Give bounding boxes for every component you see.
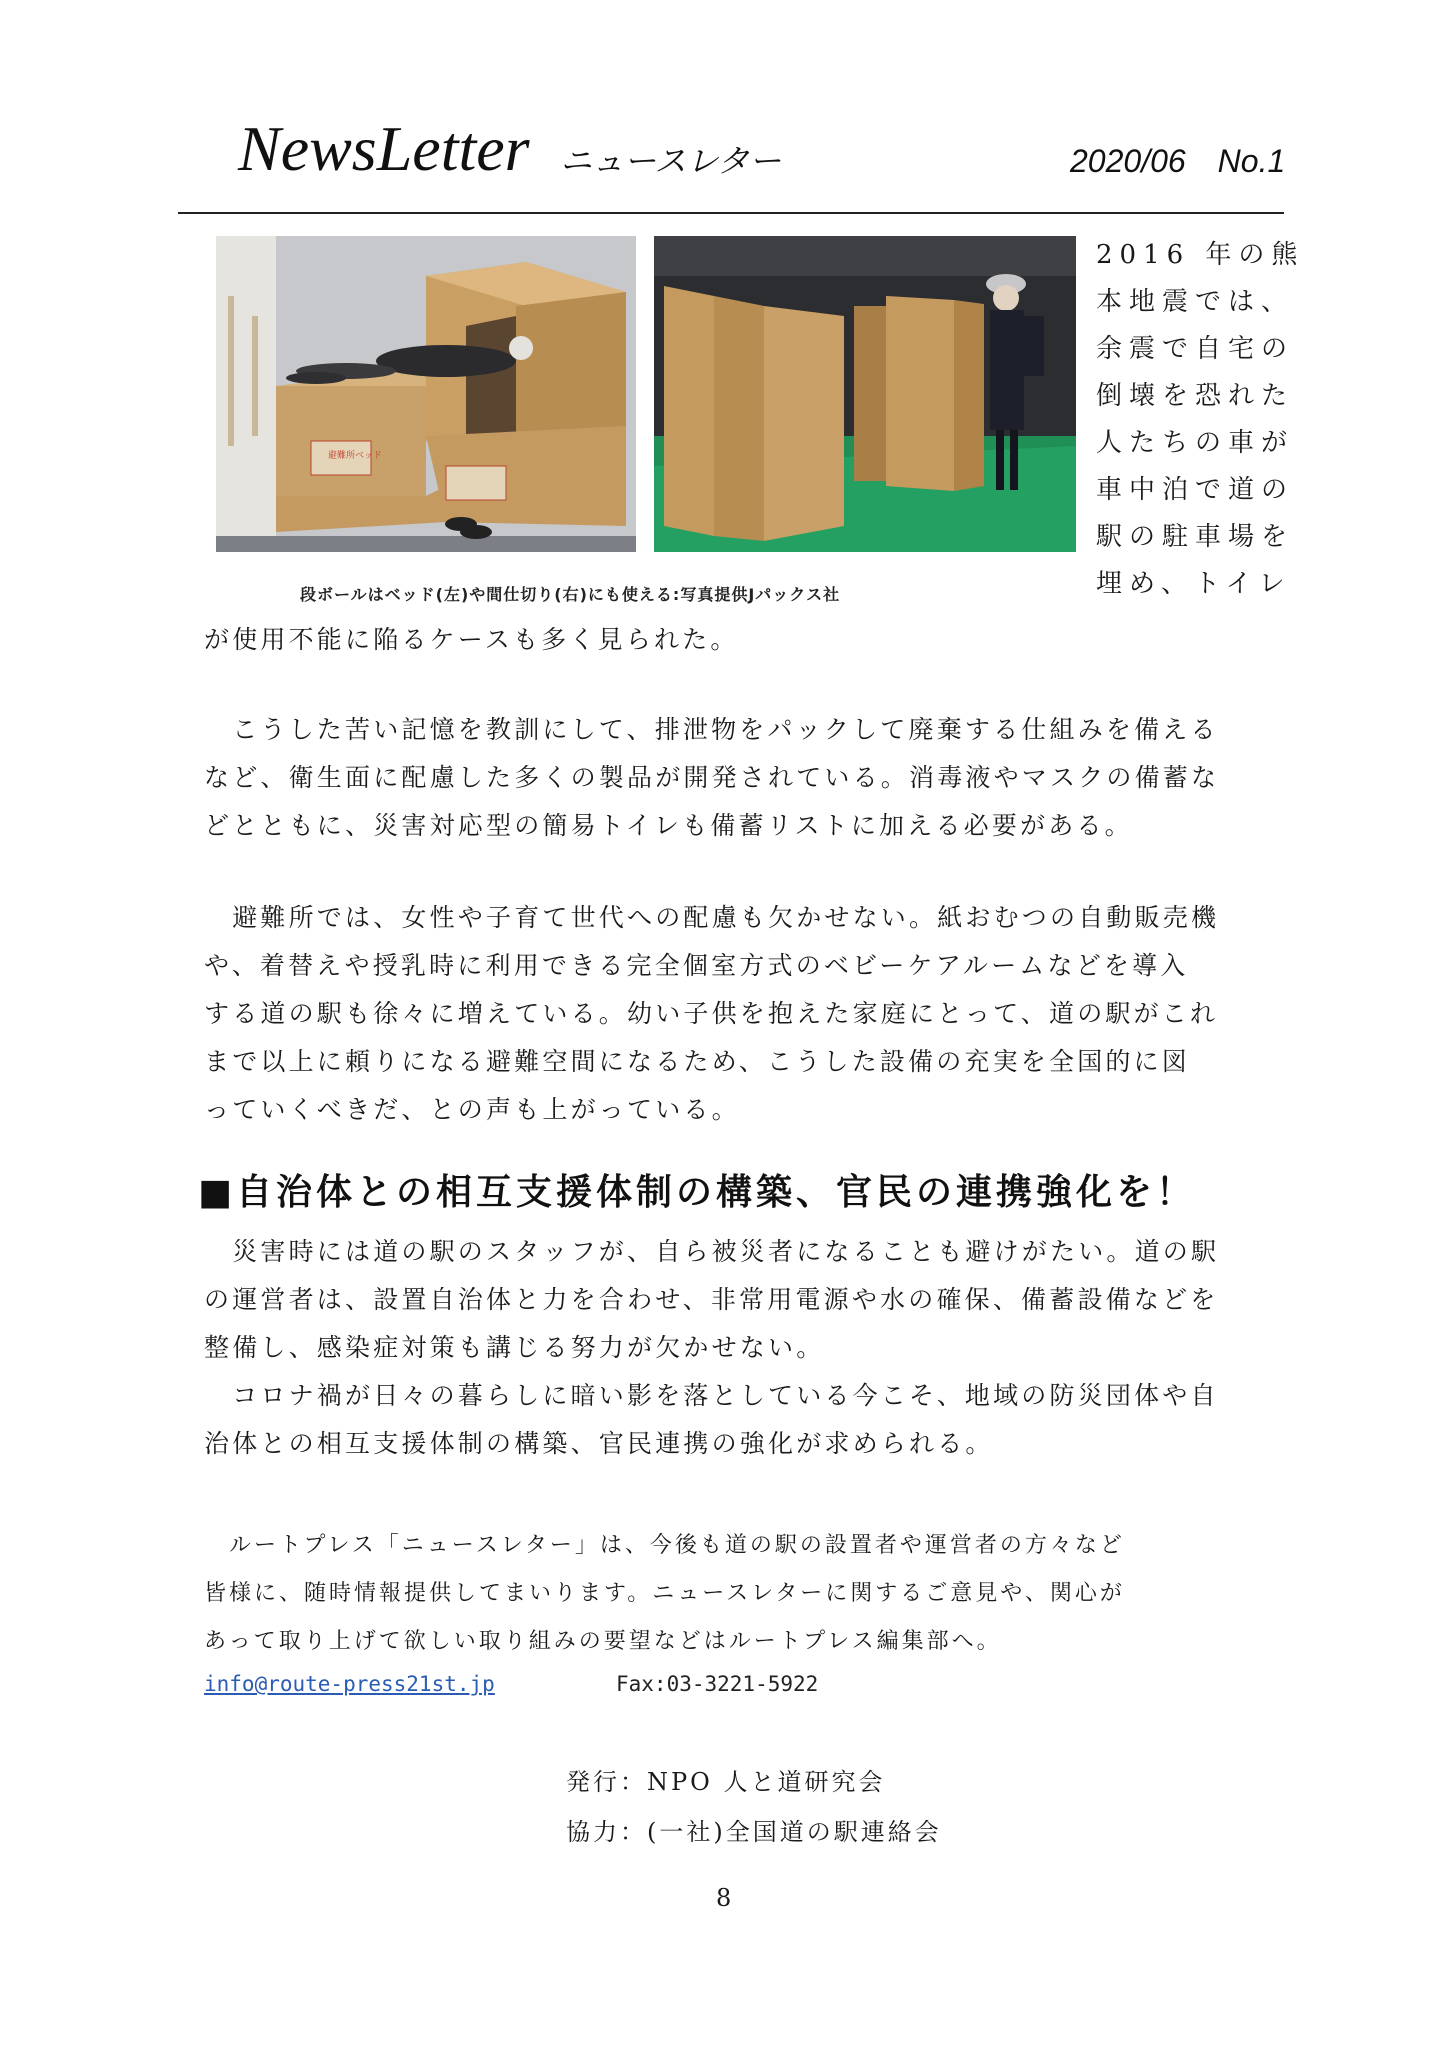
paragraph-line: こうした苦い記憶を教訓にして、排泄物をパックして廃棄する仕組みを備える xyxy=(204,715,1219,744)
intro-line: 本地震では、 xyxy=(1096,287,1295,317)
contact-email-link[interactable]: info@route-press21st.jp xyxy=(204,1672,495,1696)
paragraph-line: 整備し、感染症対策も講じる努力が欠かせない。 xyxy=(204,1333,825,1362)
paragraph-line: 災害時には道の駅のスタッフが、自ら被災者になることも避けがたい。道の駅 xyxy=(204,1237,1220,1266)
newsletter-title: NewsLetter xyxy=(238,113,530,184)
paragraph-line: どとともに、災害対応型の簡易トイレも備蓄リストに加える必要がある。 xyxy=(204,811,1133,840)
paragraph-toilets xyxy=(204,706,1290,850)
contact-fax: Fax:03-3221-5922 xyxy=(616,1672,819,1696)
cardboard-bed-photo xyxy=(216,236,636,552)
intro-line: 余震で自宅の xyxy=(1096,334,1295,364)
cardboard-bed-illustration xyxy=(216,236,636,552)
publisher-credit: 発行：NPO 人と道研究会 xyxy=(566,1768,886,1796)
intro-line: 駅の駐車場を xyxy=(1096,522,1295,552)
closing-line: あって取り上げて欲しい取り組みの要望などはルートプレス編集部へ。 xyxy=(204,1629,1002,1654)
paragraph-line: まで以上に頼りになる避難空間になるため、こうした設備の充実を全国的に図 xyxy=(204,1047,1191,1076)
paragraph-line: っていくべきだ、との声も上がっている。 xyxy=(204,1095,740,1124)
intro-tail xyxy=(204,616,1290,664)
paragraph-line: コロナ禍が日々の暮らしに暗い影を落としている今こそ、地域の防災団体や自 xyxy=(204,1381,1219,1410)
cardboard-partition-illustration xyxy=(654,236,1076,552)
paragraph-line: 避難所では、女性や子育て世代への配慮も欠かせない。紙おむつの自動販売機 xyxy=(204,903,1220,932)
section-heading: ■自治体との相互支援体制の構築、官民の連携強化を！ xyxy=(198,1172,1197,1213)
intro-line: 人たちの車が xyxy=(1096,428,1295,458)
intro-line: 車中泊で道の xyxy=(1096,475,1295,505)
newsletter-subtitle: ニュースレター xyxy=(560,142,782,180)
box-label: 避難所ベッド xyxy=(328,451,383,461)
paragraph-support xyxy=(204,1228,1290,1468)
paragraph-line: など、衛生面に配慮した多くの製品が開発されている。消毒液やマスクの備蓄な xyxy=(204,763,1220,792)
cardboard-partition-photo xyxy=(654,236,1076,552)
intro-side-column xyxy=(1096,232,1305,608)
issue-number: 2020/06 No.1 xyxy=(1070,143,1286,179)
intro-line: 2016 年の熊 xyxy=(1096,240,1305,270)
paragraph-line: する道の駅も徐々に増えている。幼い子供を抱えた家庭にとって、道の駅がこれ xyxy=(204,999,1219,1028)
closing-line: 皆様に、随時情報提供してまいります。ニュースレターに関するご意見や、関心が xyxy=(204,1581,1125,1606)
page-number: 8 xyxy=(716,1884,732,1912)
paragraph-line: 治体との相互支援体制の構築、官民連携の強化が求められる。 xyxy=(204,1429,994,1458)
cooperation-credit: 協力：(一社)全国道の駅連絡会 xyxy=(566,1818,942,1846)
intro-line: 埋め、トイレ xyxy=(1096,569,1292,599)
paragraph-line: の運営者は、設置自治体と力を合わせ、非常用電源や水の確保、備蓄設備などを xyxy=(204,1285,1219,1314)
header-divider xyxy=(178,212,1284,214)
intro-line: 倒壊を恐れた xyxy=(1096,381,1295,411)
paragraph-line: や、着替えや授乳時に利用できる完全個室方式のベビーケアルームなどを導入 xyxy=(204,951,1189,980)
closing-line: ルートプレス「ニュースレター」は、今後も道の駅の設置者や運営者の方々など xyxy=(204,1533,1125,1558)
closing-note xyxy=(204,1522,1284,1666)
paragraph-shelters xyxy=(204,894,1290,1134)
photo-caption: 段ボールはベッド(左)や間仕切り(右)にも使える:写真提供Jパックス社 xyxy=(300,585,841,604)
intro-tail-line: が使用不能に陥るケースも多く見られた。 xyxy=(204,625,739,654)
